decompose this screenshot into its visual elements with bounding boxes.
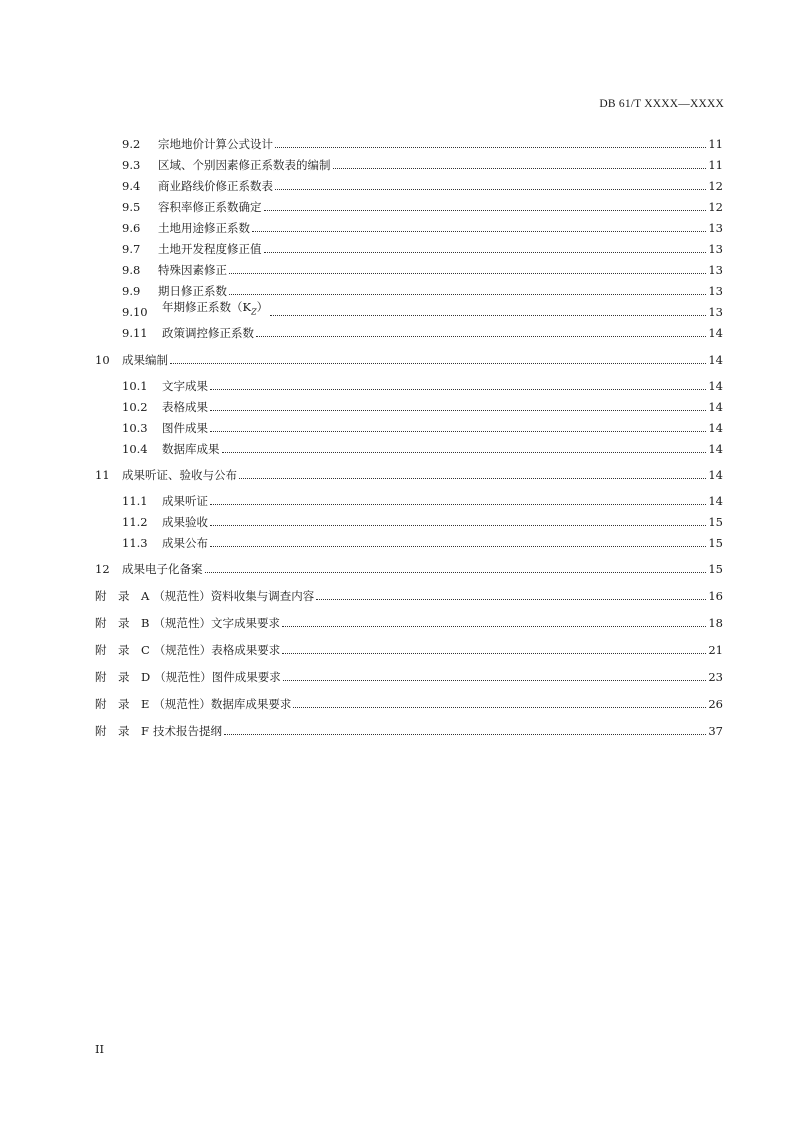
toc-entry-page: 13 xyxy=(708,263,723,277)
toc-entry-title: 成果电子化备案 xyxy=(122,562,203,576)
toc-entry[interactable] xyxy=(95,610,723,630)
toc-entry-title: 表格成果 xyxy=(162,400,208,414)
toc-entry-number: 附 录 B xyxy=(95,616,150,630)
toc-leader-dots xyxy=(210,524,706,526)
toc-leader-dots xyxy=(205,571,707,573)
toc-entry-number: 10 xyxy=(95,353,110,367)
toc-entry-number: 11.2 xyxy=(122,515,148,529)
toc-entry-number: 10.2 xyxy=(122,400,148,414)
toc-entry-title: 技术报告提纲 xyxy=(152,724,222,738)
toc-entry[interactable] xyxy=(122,436,723,456)
toc-entry-number: 附 录 C xyxy=(95,643,150,657)
toc-entry-title: （规范性）资料收集与调查内容 xyxy=(153,589,315,603)
toc-leader-dots xyxy=(256,335,706,337)
toc-entry-page: 16 xyxy=(708,589,723,603)
toc-entry-title: （规范性）数据库成果要求 xyxy=(153,697,292,711)
toc-entry-page: 13 xyxy=(708,221,723,235)
toc-leader-dots xyxy=(224,733,706,735)
toc-entry[interactable] xyxy=(95,718,723,738)
toc-entry-number: 附 录 A xyxy=(95,589,150,603)
toc-entry-title: （规范性）图件成果要求 xyxy=(154,670,281,684)
toc-entry-title: 成果公布 xyxy=(162,536,208,550)
toc-entry-title: 文字成果 xyxy=(162,379,208,393)
toc-leader-dots xyxy=(333,167,707,169)
toc-leader-dots xyxy=(264,251,707,253)
toc-entry[interactable] xyxy=(122,320,723,340)
toc-entry-number: 9.4 xyxy=(122,179,141,193)
toc-leader-dots xyxy=(282,652,706,654)
toc-entry-page: 37 xyxy=(708,724,723,738)
toc-entry-title: 土地开发程度修正值 xyxy=(158,242,262,256)
toc-entry[interactable] xyxy=(122,530,723,550)
toc-entry-title: 政策调控修正系数 xyxy=(162,326,254,340)
toc-entry-page: 15 xyxy=(708,515,723,529)
toc-entry[interactable] xyxy=(122,299,723,319)
toc-entry-title: 成果编制 xyxy=(122,353,168,367)
toc-entry-title: 期日修正系数 xyxy=(158,284,227,298)
toc-entry[interactable] xyxy=(122,415,723,435)
toc-entry-number: 9.7 xyxy=(122,242,141,256)
toc-entry-page: 14 xyxy=(708,494,723,508)
toc-entry-number: 9.3 xyxy=(122,158,141,172)
toc-entry-number: 附 录 D xyxy=(95,670,151,684)
toc-entry-page: 13 xyxy=(708,242,723,256)
toc-leader-dots xyxy=(222,451,707,453)
toc-entry-page: 14 xyxy=(708,326,723,340)
toc-entry-number: 10.4 xyxy=(122,442,148,456)
toc-entry-number: 12 xyxy=(95,562,110,576)
toc-entry[interactable] xyxy=(122,257,723,277)
toc-leader-dots xyxy=(210,388,706,390)
toc-entry[interactable] xyxy=(122,131,723,151)
toc-leader-dots xyxy=(210,430,706,432)
toc-entry-number: 11 xyxy=(95,468,110,482)
toc-entry-title: 数据库成果 xyxy=(162,442,220,456)
toc-entry[interactable] xyxy=(122,173,723,193)
toc-entry-page: 14 xyxy=(708,353,723,367)
toc-entry-title: 特殊因素修正 xyxy=(158,263,227,277)
toc-entry-number: 9.8 xyxy=(122,263,141,277)
toc-entry-title: 容积率修正系数确定 xyxy=(158,200,262,214)
toc-entry-page: 11 xyxy=(708,137,723,151)
toc-entry[interactable] xyxy=(95,556,723,576)
toc-entry-page: 23 xyxy=(708,670,723,684)
toc-leader-dots xyxy=(282,625,706,627)
toc-entry-number: 11.3 xyxy=(122,536,148,550)
document-code: DB 61/T XXXX—XXXX xyxy=(599,98,724,110)
toc-entry-page: 14 xyxy=(708,468,723,482)
toc-leader-dots xyxy=(239,477,706,479)
toc-entry-page: 11 xyxy=(708,158,723,172)
toc-entry-page: 14 xyxy=(708,421,723,435)
toc-entry-title: 商业路线价修正系数表 xyxy=(158,179,273,193)
toc-entry-page: 15 xyxy=(708,536,723,550)
toc-entry[interactable] xyxy=(122,509,723,529)
toc-entry-number: 9.11 xyxy=(122,326,148,340)
toc-entry[interactable] xyxy=(122,194,723,214)
toc-entry-number: 9.2 xyxy=(122,137,141,151)
toc-leader-dots xyxy=(264,209,707,211)
toc-entry-title: 土地用途修正系数 xyxy=(158,221,250,235)
toc-entry-title: 区域、个别因素修正系数表的编制 xyxy=(158,158,331,172)
toc-leader-dots xyxy=(275,188,706,190)
toc-entry-title: 图件成果 xyxy=(162,421,208,435)
toc-entry[interactable] xyxy=(122,373,723,393)
toc-entry-page: 18 xyxy=(708,616,723,630)
toc-entry[interactable] xyxy=(95,462,723,482)
toc-entry[interactable] xyxy=(95,664,723,684)
toc-entry-number: 9.6 xyxy=(122,221,141,235)
toc-entry-page: 12 xyxy=(708,200,723,214)
toc-entry[interactable] xyxy=(95,691,723,711)
toc-entry-number: 10.3 xyxy=(122,421,148,435)
toc-leader-dots xyxy=(210,503,706,505)
toc-entry-title: 宗地地价计算公式设计 xyxy=(158,137,273,151)
toc-entry-title: 年期修正系数$(K_Z)$ xyxy=(162,299,269,316)
toc-leader-dots xyxy=(170,362,706,364)
toc-leader-dots xyxy=(275,146,706,148)
toc-leader-dots xyxy=(252,230,706,232)
toc-entry-number: 11.1 xyxy=(122,494,148,508)
toc-entry[interactable] xyxy=(122,215,723,235)
toc-entry-number: 10.1 xyxy=(122,379,148,393)
toc-entry-page: 15 xyxy=(708,562,723,576)
toc-leader-dots xyxy=(229,272,706,274)
toc-leader-dots xyxy=(316,598,706,600)
toc-entry[interactable] xyxy=(122,152,723,172)
toc-entry-page: 26 xyxy=(708,697,723,711)
toc-entry-number: 附 录 F xyxy=(95,724,149,738)
toc-leader-dots xyxy=(270,314,706,316)
toc-entry-title: （规范性）表格成果要求 xyxy=(153,643,281,657)
toc-entry-title: 成果听证、验收与公布 xyxy=(122,468,237,482)
toc-entry-page: 13 xyxy=(708,284,723,298)
toc-entry[interactable] xyxy=(122,394,723,414)
toc-entry[interactable] xyxy=(95,637,723,657)
toc-entry-page: 21 xyxy=(708,643,723,657)
toc-leader-dots xyxy=(229,293,706,295)
toc-leader-dots xyxy=(283,679,707,681)
toc-entry-page: 13 xyxy=(708,305,723,319)
toc-entry-page: 14 xyxy=(708,379,723,393)
toc-entry[interactable] xyxy=(95,347,723,367)
toc-entry[interactable] xyxy=(95,583,723,603)
toc-entry-number: 9.9 xyxy=(122,284,141,298)
toc-entry[interactable] xyxy=(122,236,723,256)
toc-entry-subscript: Z xyxy=(251,307,257,316)
toc-entry-title: 成果验收 xyxy=(162,515,208,529)
toc-leader-dots xyxy=(210,545,706,547)
toc-leader-dots xyxy=(293,706,706,708)
toc-leader-dots xyxy=(210,409,706,411)
toc-entry[interactable] xyxy=(122,488,723,508)
toc-entry-page: 14 xyxy=(708,442,723,456)
toc-entry-page: 12 xyxy=(708,179,723,193)
toc-entry-number: 9.5 xyxy=(122,200,141,214)
toc-entry-page: 14 xyxy=(708,400,723,414)
toc-entry-title: （规范性）文字成果要求 xyxy=(153,616,280,630)
toc-entry[interactable] xyxy=(122,278,723,298)
toc-entry-number: 附 录 E xyxy=(95,697,150,711)
page-number: II xyxy=(95,1042,105,1056)
toc-entry-number: 9.10 xyxy=(122,305,148,319)
toc-entry-title: 成果听证 xyxy=(162,494,208,508)
